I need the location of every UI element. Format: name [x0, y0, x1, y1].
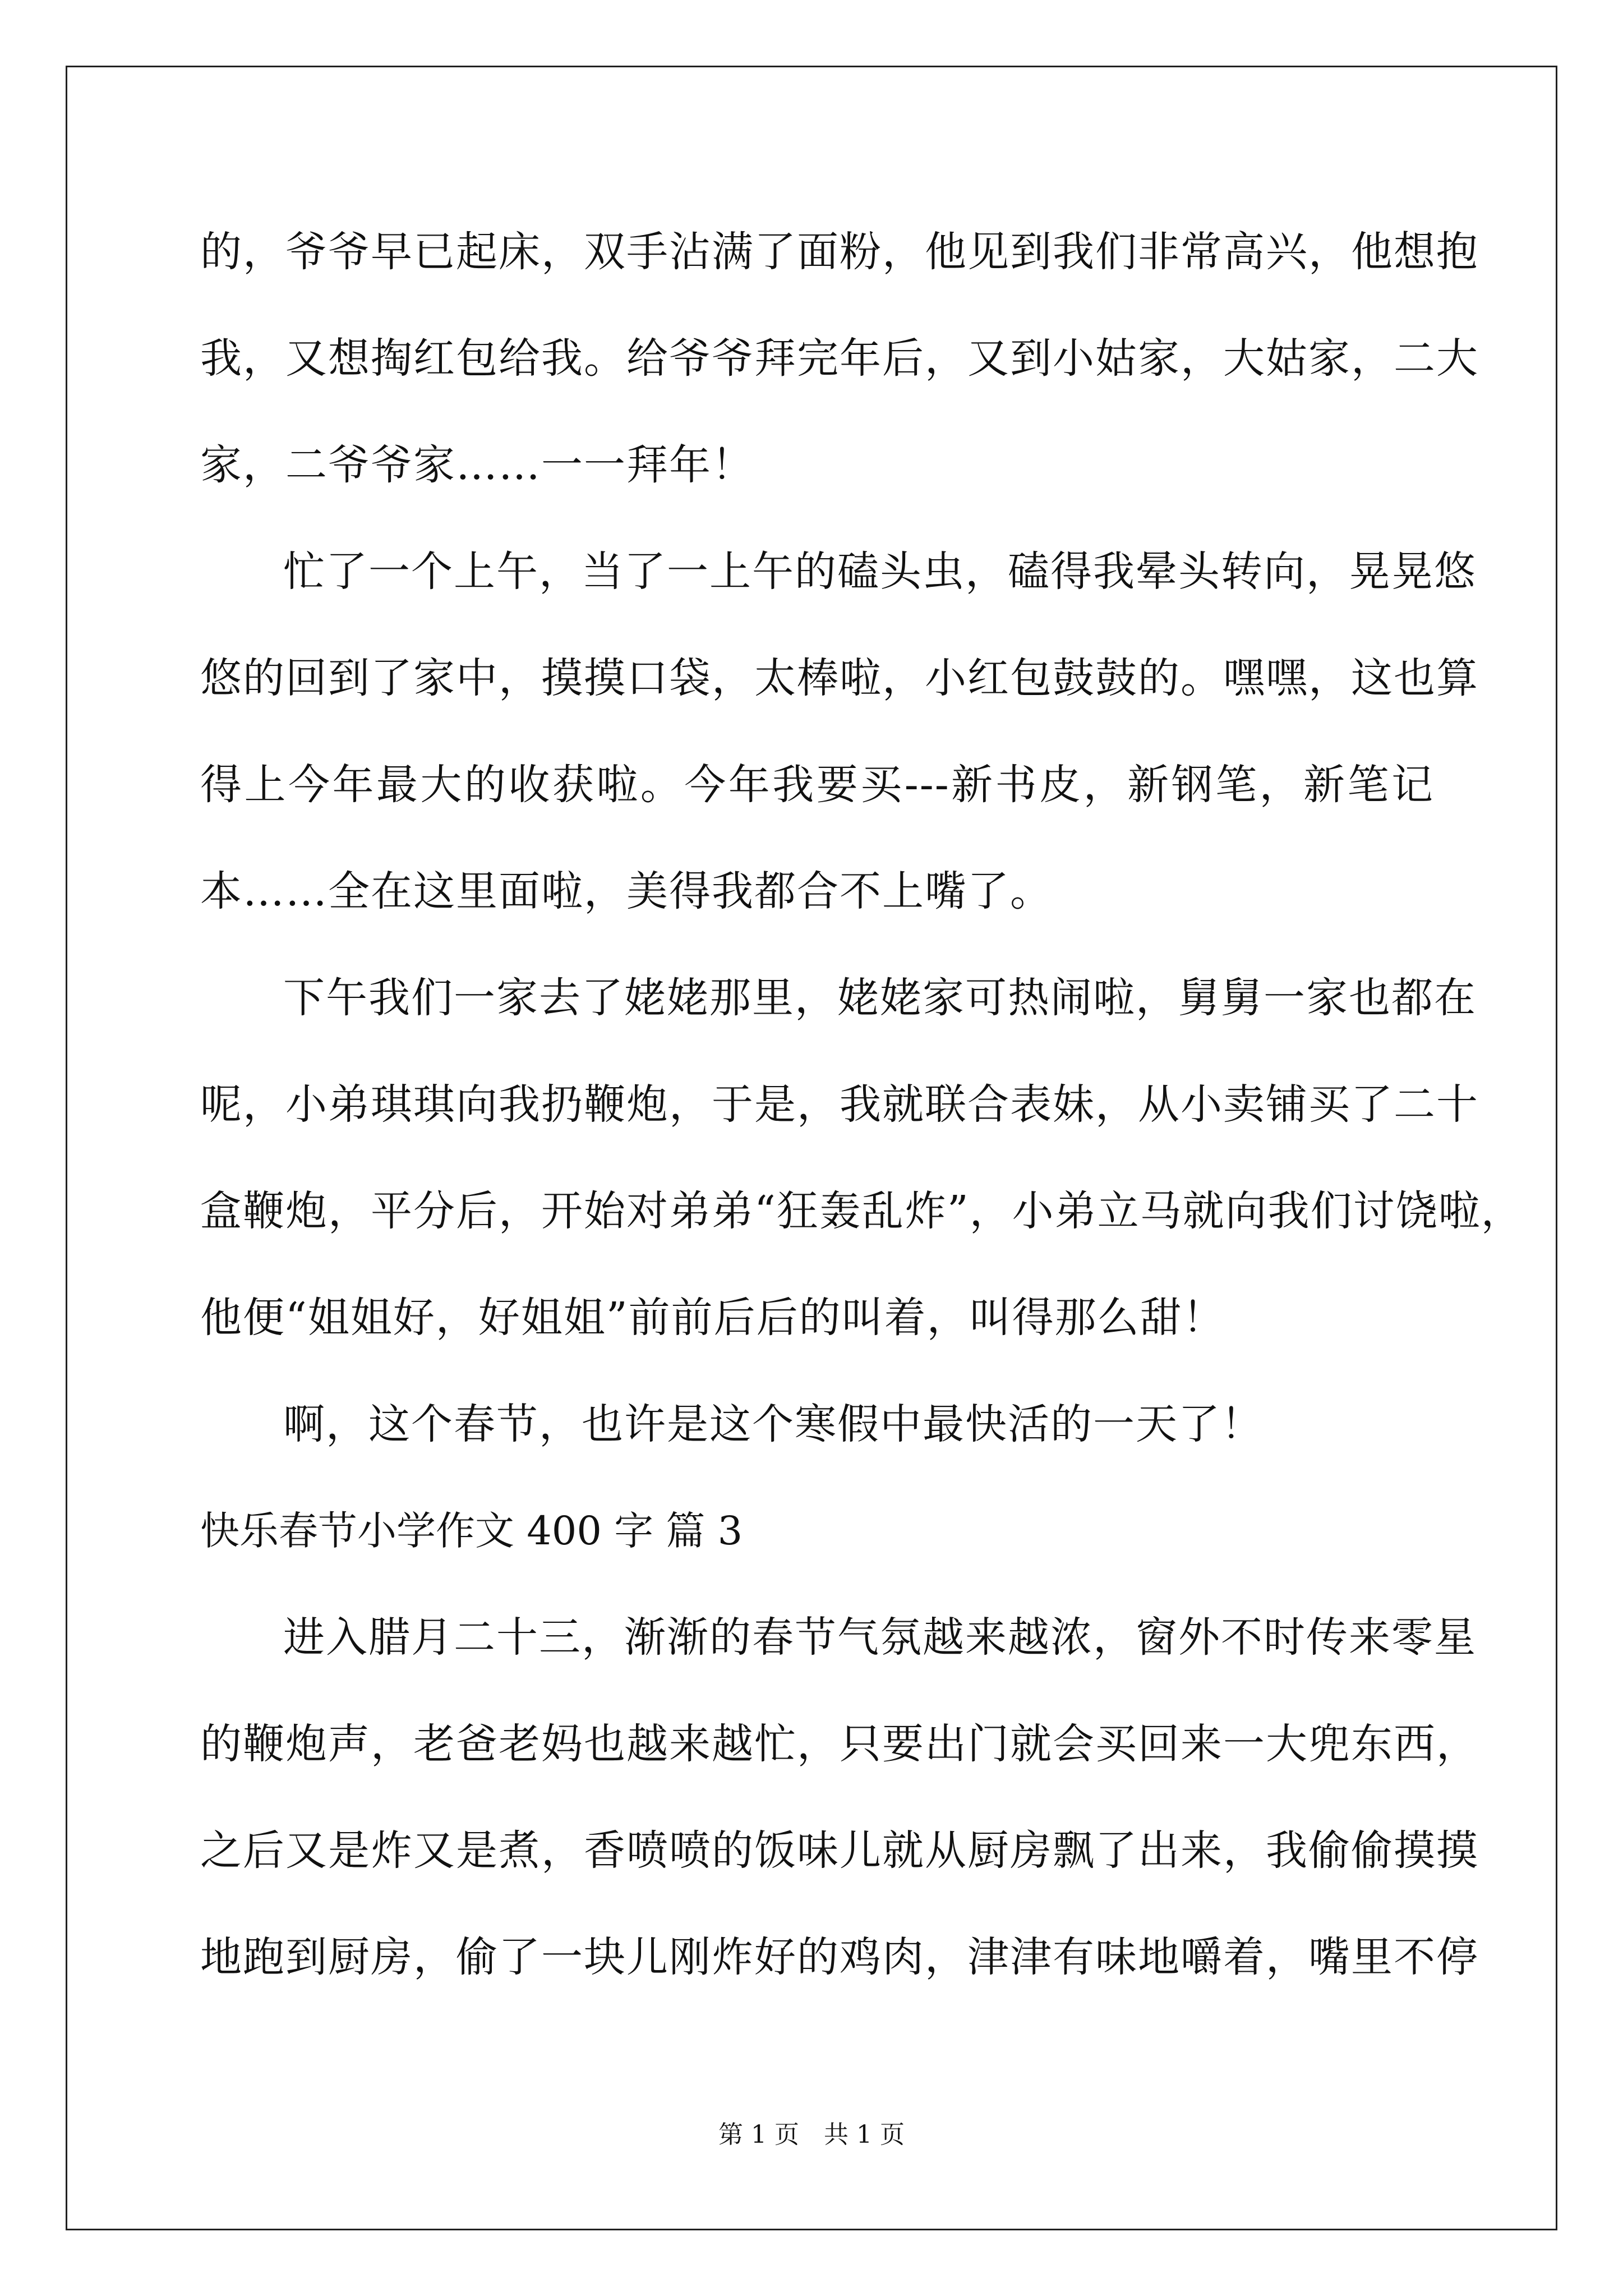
- text-line: 悠的回到了家中，摸摸口袋，太棒啦，小红包鼓鼓的。嘿嘿，这也算: [200, 654, 1479, 702]
- paragraph-first-line: 啊，这个春节，也许是这个寒假中最快活的一天了！: [283, 1400, 1264, 1448]
- text-line: 家，二爷爷家……一一拜年！: [200, 441, 754, 489]
- paragraph-first-line: 忙了一个上午，当了一上午的磕头虫，磕得我晕头转向，晃晃悠: [283, 547, 1477, 596]
- text-line: 呢，小弟琪琪向我扔鞭炮，于是，我就联合表妹，从小卖铺买了二十: [200, 1080, 1479, 1129]
- text-line: 他便“姐姐好，好姐姐”前前后后的叫着，叫得那么甜！: [200, 1294, 1225, 1342]
- text-line: 的，爷爷早已起床，双手沾满了面粉，他见到我们非常高兴，他想抱: [200, 228, 1479, 276]
- text-line: 得上今年最大的收获啦。今年我要买---新书皮，新钢笔，新笔记: [200, 761, 1434, 809]
- section-heading: 快乐春节小学作文 400 字 篇 3: [200, 1508, 743, 1554]
- text-line: 之后又是炸又是煮，香喷喷的饭味儿就从厨房飘了出来，我偷偷摸摸: [200, 1826, 1479, 1875]
- paragraph-first-line: 下午我们一家去了姥姥那里，姥姥家可热闹啦，舅舅一家也都在: [283, 974, 1477, 1022]
- page-border: [66, 66, 1557, 2230]
- page-footer: [0, 2118, 1623, 2152]
- text-line: 盒鞭炮，平分后，开始对弟弟“狂轰乱炸”，小弟立马就向我们讨饶啦，: [200, 1187, 1524, 1235]
- text-line: 地跑到厨房，偷了一块儿刚炸好的鸡肉，津津有味地嚼着，嘴里不停: [200, 1933, 1479, 1981]
- paragraph-first-line: 进入腊月二十三，渐渐的春节气氛越来越浓，窗外不时传来零星: [283, 1613, 1477, 1662]
- text-line: 本……全在这里面啦，美得我都合不上嘴了。: [200, 867, 1053, 915]
- text-line: 的鞭炮声，老爸老妈也越来越忙，只要出门就会买回来一大兜东西，: [200, 1720, 1479, 1768]
- page-total: 共 1 页: [824, 2120, 905, 2149]
- text-line: 我，又想掏红包给我。给爷爷拜完年后，又到小姑家，大姑家，二大: [200, 334, 1479, 383]
- page-number: 第 1 页: [718, 2120, 799, 2149]
